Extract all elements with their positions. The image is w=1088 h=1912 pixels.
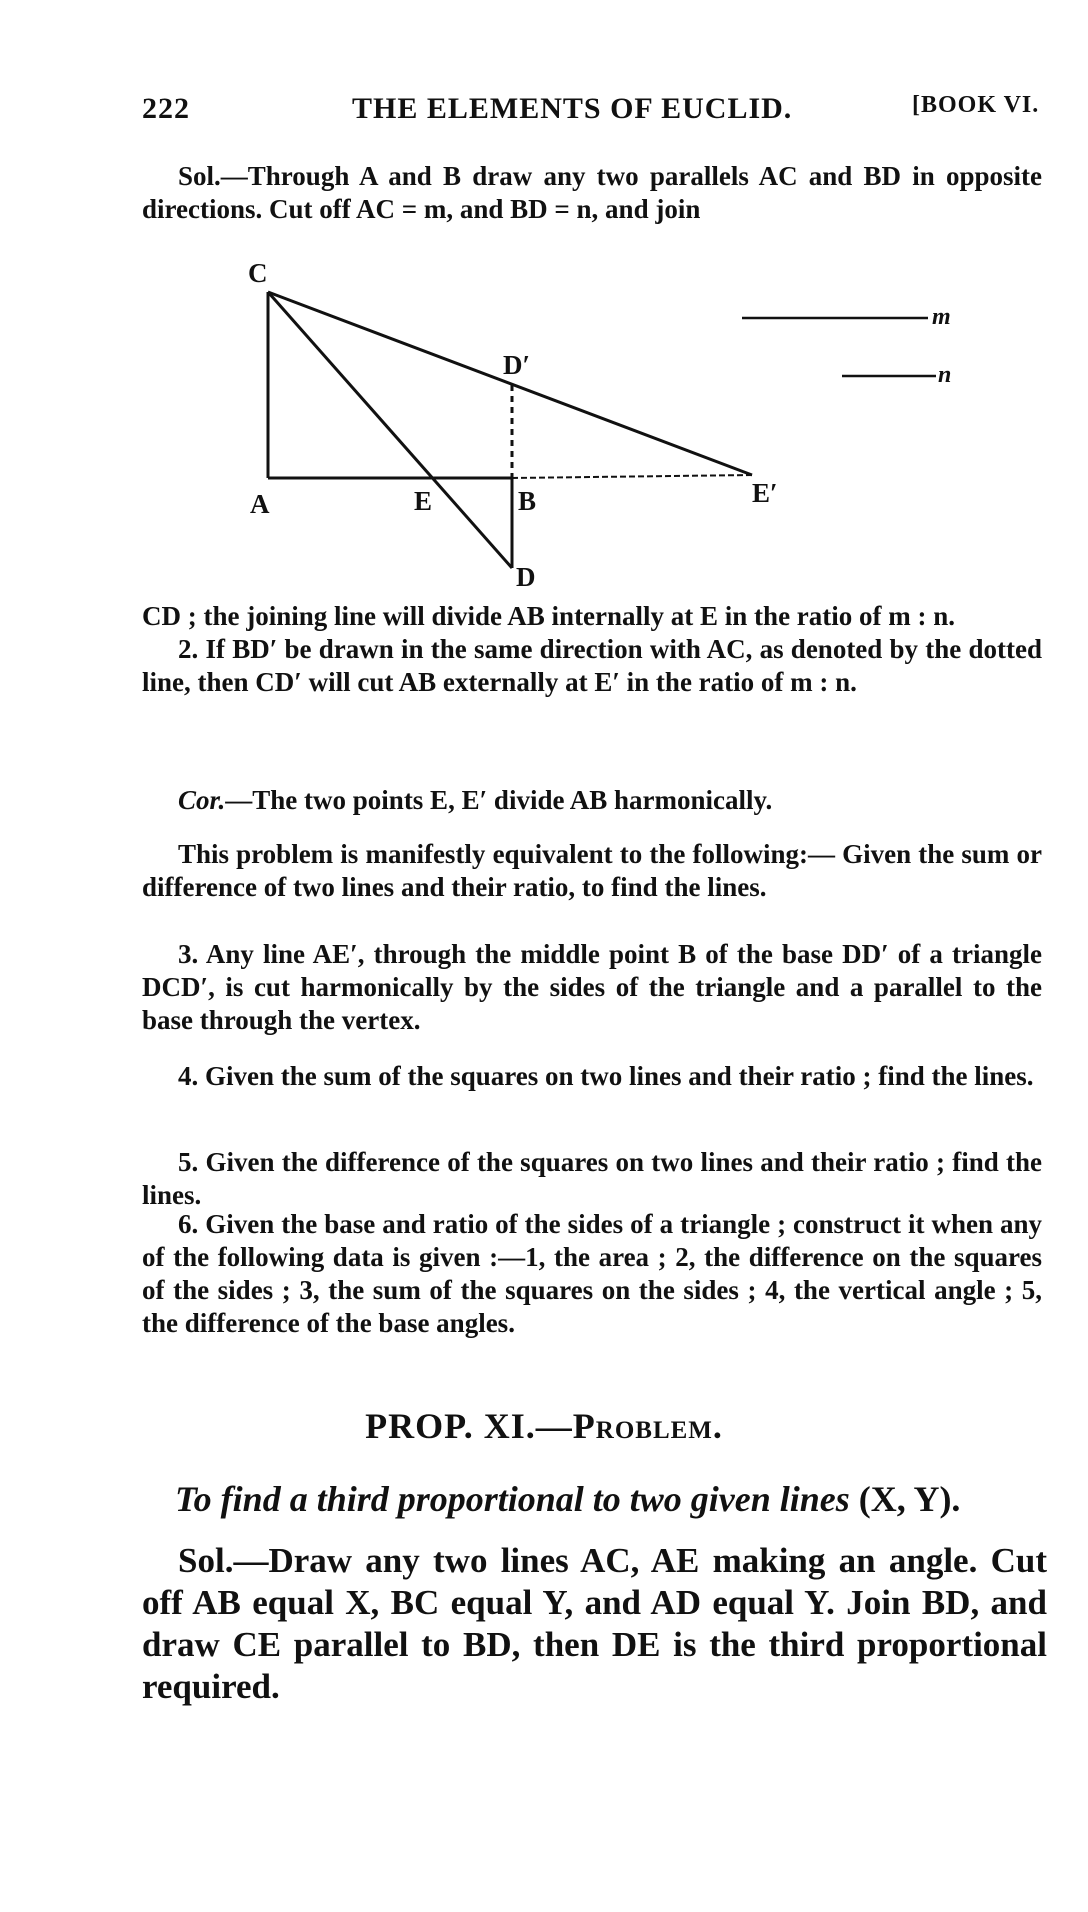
label-m: m	[932, 304, 951, 330]
prop-kind: —Problem.	[535, 1406, 723, 1446]
geometry-figure	[0, 0, 1088, 600]
exercise-4-text: 4. Given the sum of the squares on two lines and their ratio ; find the lines.	[178, 1061, 1034, 1091]
prop-number: PROP. XI.	[365, 1406, 536, 1446]
sol-label: Sol.	[178, 161, 221, 191]
equivalence-note	[142, 838, 1042, 904]
exercise-5-text: 5. Given the difference of the squares on two lines and their ratio ; find the lines.	[142, 1147, 1042, 1210]
exercise-6	[142, 1208, 1042, 1340]
cor-text: —The two points E, E′ divide AB harmonically.	[225, 785, 773, 815]
equivalence-text: This problem is manifestly equivalent to the following:— Given the sum or difference of two lines and their ratio, to find the lines.	[142, 839, 1042, 902]
enunciation-given: (X, Y).	[858, 1479, 961, 1519]
exercise-3	[142, 938, 1042, 1037]
label-d-prime: D′	[503, 350, 531, 380]
exercise-4	[142, 1060, 1042, 1093]
exercise-5	[142, 1146, 1042, 1212]
solution-text: —Draw any two lines AC, AE making an angle. Cut off AB equal X, BC equal Y, and AD equal Y. Join BD, and draw CE parallel to BD, then DE is the third proportional required.	[142, 1541, 1047, 1706]
prop-solution	[142, 1540, 1047, 1708]
book-marker: [BOOK VI.	[912, 92, 1040, 118]
label-c: C	[248, 258, 268, 288]
after-figure-text	[142, 600, 1042, 699]
joining-line-paragraph: CD ; the joining line will divide AB internally at E in the ratio of m : n.	[142, 601, 956, 631]
proposition-heading	[0, 1405, 1088, 1447]
label-d: D	[516, 562, 536, 592]
enunciation-text: To find a third proportional to two given lines	[175, 1479, 850, 1519]
label-e: E	[414, 486, 433, 516]
solution-label: Sol.	[178, 1541, 234, 1580]
cor-label: Cor.	[178, 785, 226, 815]
sol-intro-text: —Through A and B draw any two parallels AC and BD in opposite directions. Cut off AC = m, and BD = n, and join	[142, 161, 1042, 224]
label-a: A	[250, 489, 270, 519]
running-title: THE ELEMENTS OF EUCLID.	[352, 92, 793, 125]
label-n: n	[938, 362, 952, 388]
page-number: 222	[142, 92, 190, 125]
label-e-prime: E′	[752, 478, 778, 508]
exercise-3-text: 3. Any line AE′, through the middle point B of the base DD′ of a triangle DCD′, is cut harmonically by the sides of the triangle and a parallel to the base through the vertex.	[142, 939, 1042, 1035]
line-be-prime	[512, 475, 752, 478]
line-c-e-prime	[268, 292, 752, 475]
label-b: B	[518, 486, 537, 516]
item-2: 2. If BD′ be drawn in the same direction with AC, as denoted by the dotted line, then CD′ will cut AB externally at E′ in the ratio of m : n.	[142, 634, 1042, 697]
enunciation	[175, 1478, 1055, 1520]
corollary	[142, 784, 1042, 817]
line-cd	[268, 292, 512, 568]
exercise-6-text: 6. Given the base and ratio of the sides of a triangle ; construct it when any of the following data is given :—1, the area ; 2, the difference on the squares of the sides ; 3, the sum of the squares on the sides ; 4, the vertical angle ; 5, the difference of the base angles.	[142, 1209, 1042, 1338]
